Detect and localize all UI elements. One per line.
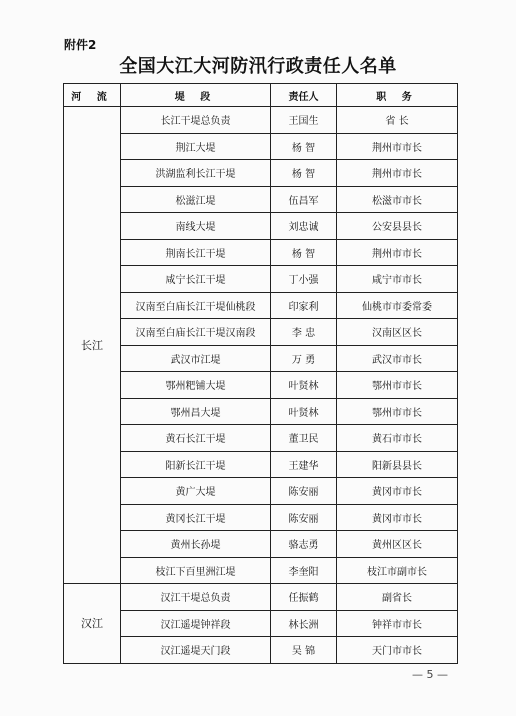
section-cell: 汉江遥堤钟祥段 [121, 610, 271, 637]
table-row [64, 531, 458, 558]
position-cell: 天门市市长 [337, 637, 458, 664]
person-cell: 叶贤林 [271, 372, 337, 399]
position-cell: 副省长 [337, 584, 458, 611]
attachment-label: 附件2 [64, 38, 97, 52]
section-cell: 黄冈长江干堤 [121, 504, 271, 531]
position-cell: 黄州区区长 [337, 531, 458, 558]
section-cell: 黄石长江干堤 [121, 425, 271, 452]
table-row [64, 584, 458, 611]
position-cell: 钟祥市市长 [337, 610, 458, 637]
table-row [64, 213, 458, 240]
table-row [64, 266, 458, 293]
responsibility-table [63, 83, 458, 664]
person-cell: 杨 智 [271, 160, 337, 187]
section-cell: 荆江大堤 [121, 133, 271, 160]
position-cell: 仙桃市市委常委 [337, 292, 458, 319]
page-number: — 5 — [412, 668, 448, 681]
table-row [64, 610, 458, 637]
position-cell: 鄂州市市长 [337, 398, 458, 425]
position-cell: 咸宁市市长 [337, 266, 458, 293]
header-person: 责任人 [271, 84, 337, 107]
section-cell: 鄂州粑铺大堤 [121, 372, 271, 399]
table-row [64, 239, 458, 266]
section-cell: 鄂州昌大堤 [121, 398, 271, 425]
section-cell: 洪湖监利长江干堤 [121, 160, 271, 187]
section-cell: 南线大堤 [121, 213, 271, 240]
table-row [64, 133, 458, 160]
header-position: 职 务 [337, 84, 458, 107]
position-cell: 荆州市市长 [337, 239, 458, 266]
section-cell: 汉南至白庙长江干堤仙桃段 [121, 292, 271, 319]
person-cell: 王建华 [271, 451, 337, 478]
table-body [64, 107, 458, 664]
position-cell: 汉南区区长 [337, 319, 458, 346]
table-row [64, 372, 458, 399]
person-cell: 任振鹤 [271, 584, 337, 611]
section-cell: 枝江下百里洲江堤 [121, 557, 271, 584]
person-cell: 杨 智 [271, 133, 337, 160]
river-cell: 汉江 [64, 584, 121, 664]
section-cell: 黄州长孙堤 [121, 531, 271, 558]
section-cell: 汉江干堤总负责 [121, 584, 271, 611]
person-cell: 丁小强 [271, 266, 337, 293]
person-cell: 陈安丽 [271, 504, 337, 531]
person-cell: 陈安丽 [271, 478, 337, 505]
position-cell: 鄂州市市长 [337, 372, 458, 399]
table-row [64, 504, 458, 531]
table-row [64, 319, 458, 346]
table-row [64, 186, 458, 213]
header-section: 堤 段 [121, 84, 271, 107]
person-cell: 伍昌军 [271, 186, 337, 213]
table-row [64, 345, 458, 372]
table-row [64, 637, 458, 664]
person-cell: 刘忠诚 [271, 213, 337, 240]
person-cell: 杨 智 [271, 239, 337, 266]
section-cell: 汉南至白庙长江干堤汉南段 [121, 319, 271, 346]
person-cell: 万 勇 [271, 345, 337, 372]
person-cell: 李奎阳 [271, 557, 337, 584]
section-cell: 长江干堤总负责 [121, 107, 271, 134]
position-cell: 荆州市市长 [337, 133, 458, 160]
person-cell: 叶贤林 [271, 398, 337, 425]
table-row [64, 557, 458, 584]
section-cell: 阳新长江干堤 [121, 451, 271, 478]
person-cell: 吴 锦 [271, 637, 337, 664]
section-cell: 武汉市江堤 [121, 345, 271, 372]
table-row [64, 425, 458, 452]
table-row [64, 160, 458, 187]
position-cell: 阳新县县长 [337, 451, 458, 478]
table-row [64, 107, 458, 134]
person-cell: 王国生 [271, 107, 337, 134]
position-cell: 黄石市市长 [337, 425, 458, 452]
table-row [64, 451, 458, 478]
section-cell: 荆南长江干堤 [121, 239, 271, 266]
position-cell: 松滋市市长 [337, 186, 458, 213]
position-cell: 黄冈市市长 [337, 478, 458, 505]
person-cell: 林长洲 [271, 610, 337, 637]
person-cell: 董卫民 [271, 425, 337, 452]
section-cell: 松滋江堤 [121, 186, 271, 213]
table-row [64, 292, 458, 319]
table-row [64, 398, 458, 425]
page-title: 全国大江大河防汛行政责任人名单 [119, 56, 397, 77]
header-river: 河 流 [64, 84, 121, 107]
section-cell: 咸宁长江干堤 [121, 266, 271, 293]
position-cell: 黄冈市市长 [337, 504, 458, 531]
person-cell: 骆志勇 [271, 531, 337, 558]
river-cell: 长江 [64, 107, 121, 584]
table-row [64, 478, 458, 505]
position-cell: 枝江市副市长 [337, 557, 458, 584]
person-cell: 李 忠 [271, 319, 337, 346]
person-cell: 印家利 [271, 292, 337, 319]
position-cell: 省 长 [337, 107, 458, 134]
position-cell: 荆州市市长 [337, 160, 458, 187]
section-cell: 黄广大堤 [121, 478, 271, 505]
table-header-row [64, 84, 458, 107]
position-cell: 武汉市市长 [337, 345, 458, 372]
section-cell: 汉江遥堤天门段 [121, 637, 271, 664]
position-cell: 公安县县长 [337, 213, 458, 240]
